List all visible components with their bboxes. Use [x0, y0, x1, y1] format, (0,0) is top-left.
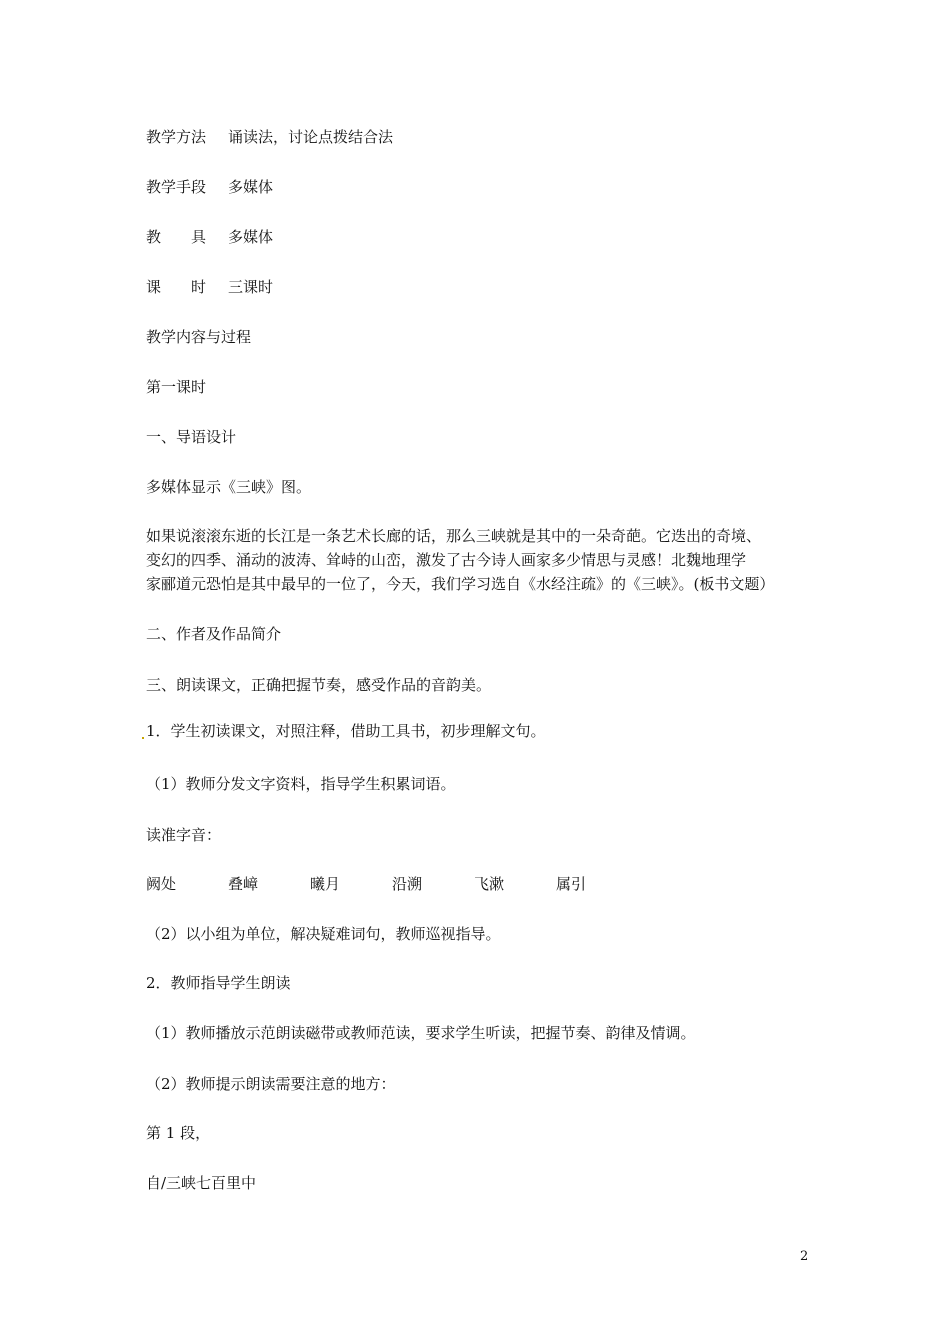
word-item: 属引	[556, 875, 587, 893]
paragraph-1-label: 第 1 段，	[146, 1124, 211, 1142]
intro-line: 家郦道元恐怕是其中最早的一位了，今天，我们学习选自《水经注疏》的《三峡》。(板书文题）	[146, 575, 775, 593]
media-line: 多媒体显示《三峡》图。	[146, 478, 312, 496]
meta-value: 多媒体	[228, 228, 274, 246]
lesson-heading: 第一课时	[146, 378, 207, 396]
meta-value: 三课时	[228, 278, 274, 296]
intro-line: 变幻的四季、涌动的波涛、耸峙的山峦，激发了古今诗人画家多少情思与灵感！北魏地理学	[146, 551, 747, 569]
meta-key: 教学手段	[146, 178, 207, 196]
meta-tools	[146, 227, 273, 247]
section-3-title: 三、朗读课文，正确把握节奏，感受作品的音韵美。	[146, 676, 492, 694]
meta-value: 诵读法，讨论点拨结合法	[228, 128, 394, 146]
pronounce-label: 读准字音：	[146, 826, 222, 844]
section-1-title: 一、导语设计	[146, 428, 237, 446]
meta-value: 多媒体	[228, 178, 274, 196]
heading-process: 教学内容与过程	[146, 328, 252, 346]
paragraph-1-text: 自/三峡七百里中	[146, 1174, 257, 1192]
intro-line: 如果说滚滚东逝的长江是一条艺术长廊的话，那么三峡就是其中的一朵奇葩。它迭出的奇境、	[146, 527, 762, 545]
meta-key: 教 具	[146, 228, 207, 246]
section-2-title: 二、作者及作品简介	[146, 625, 282, 643]
page-number: 2	[800, 1249, 809, 1264]
word-item: 沿溯	[392, 875, 423, 893]
meta-key: 教学方法	[146, 128, 207, 146]
word-item: 阙处	[146, 875, 177, 893]
step-2-b: （2）教师提示朗读需要注意的地方：	[146, 1075, 396, 1093]
word-list	[146, 874, 586, 894]
step-2: 2．教师指导学生朗读	[146, 974, 291, 992]
marker-dot	[142, 737, 144, 739]
meta-method	[146, 127, 393, 147]
meta-key: 课 时	[146, 278, 207, 296]
word-item: 飞漱	[474, 875, 505, 893]
step-1-b: （2）以小组为单位，解决疑难词句，教师巡视指导。	[146, 925, 501, 943]
step-2-a: （1）教师播放示范朗读磁带或教师范读，要求学生听读，把握节奏、韵律及情调。	[146, 1024, 696, 1042]
word-item: 曦月	[310, 875, 341, 893]
step-1-a: （1）教师分发文字资料，指导学生积累词语。	[146, 775, 456, 793]
step-1: 1．学生初读课文，对照注释，借助工具书，初步理解文句。	[146, 722, 546, 740]
meta-means	[146, 177, 273, 197]
meta-periods	[146, 277, 273, 297]
word-item: 叠嶂	[228, 875, 259, 893]
intro-paragraph	[146, 524, 836, 596]
